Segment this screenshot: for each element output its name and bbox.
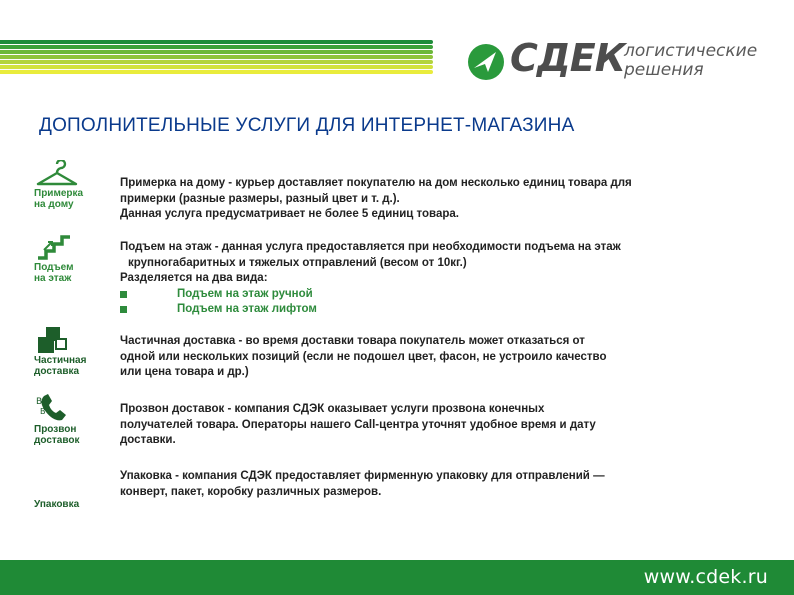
website-link[interactable]: www.cdek.ru — [643, 566, 768, 588]
service-fitting-text: Примерка на дому - курьер доставляет покупателю на дом несколько единиц товара для примерки (разные размеры, разный цвет и т. д.). Данная услуга предусматривает не более 5 единиц товара. — [120, 177, 632, 220]
header-stripes — [0, 40, 433, 77]
footer-bar — [0, 560, 794, 595]
service-partial-icon-block: Частичная доставка — [34, 325, 114, 377]
package-label: Упаковка — [34, 499, 80, 510]
service-lift-icon-block: Подъем на этаж — [34, 232, 114, 284]
cdek-logo — [466, 36, 776, 86]
logo-mark-icon — [466, 42, 506, 82]
bullet-manual: Подъем на этаж ручной — [120, 287, 750, 303]
service-partial-text: Частичная доставка - во время доставки товара покупатель может отказаться от одной или нескольких позиций (если не подошел цвет, фасон, не устроило качество или цена товара и др.) — [120, 335, 607, 378]
bullet-elevator: Подъем на этаж лифтом — [120, 302, 750, 318]
service-fitting-icon-block: Примерка на дому — [34, 160, 114, 210]
service-calls-icon-block: B B Прозвон доставок — [34, 392, 114, 446]
svg-text:B: B — [40, 407, 46, 416]
brand-subtitle: логистические решения — [624, 41, 758, 80]
hanger-icon — [34, 160, 80, 188]
svg-text:B: B — [36, 397, 43, 407]
brand-name: СДЕК — [510, 36, 625, 80]
service-package-text: Упаковка - компания СДЭК предоставляет фирменную упаковку для отправлений — конверт, пакет, коробку различных размеров. — [120, 470, 605, 498]
page-title: ДОПОЛНИТЕЛЬНЫЕ УСЛУГИ ДЛЯ ИНТЕРНЕТ-МАГАЗИНА — [39, 115, 575, 136]
stairs-icon — [34, 232, 74, 262]
service-calls-text: Прозвон доставок - компания СДЭК оказывает услуги прозвона конечных получателей товара. Операторы нашего Call-центра уточнят удобное время и дату доставки. — [120, 403, 596, 446]
phone-icon — [34, 392, 78, 424]
service-package-icon-block — [34, 499, 114, 510]
service-lift-text: Подъем на этаж - данная услуга предоставляется при необходимости подъема на этаж крупногабаритных и тяжелых отправлений (весом от 10кг.) Разделяется на два вида: Подъем на этаж ручной Подъем на этаж лифтом — [120, 240, 750, 318]
partial-box-icon — [34, 325, 70, 355]
